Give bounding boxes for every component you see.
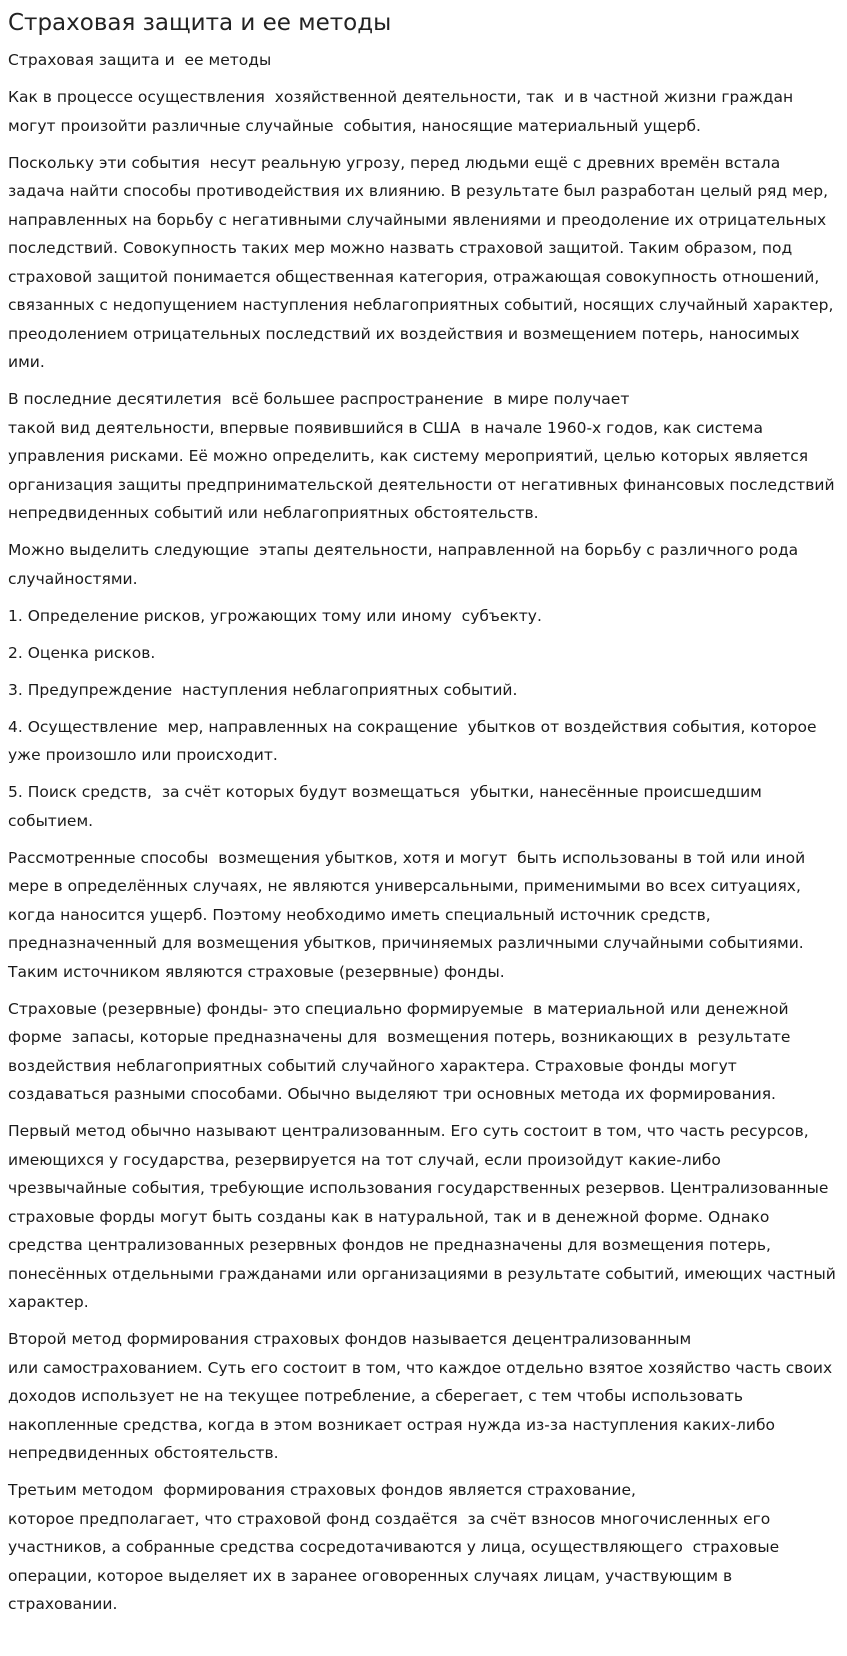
paragraph: Второй метод формирования страховых фондов называется децентрализованным или самострахованием. Суть его состоит в том, что каждое отдельно взятое хозяйство часть своих доходов использует не на текущее потребление, а сберегает, с тем чтобы использовать накопленные средства, когда в этом возникает острая нужда из-за наступления каких-либо непредвиденных обстоятельств. [8,1330,833,1462]
subtitle-paragraph: Страховая защита и ее методы [8,51,272,69]
paragraph: Как в процессе осуществления хозяйственной деятельности, так и в частной жизни граждан могут произойти различные случайные события, наносящие материальный ущерб. [8,88,799,135]
list-item: 5. Поиск средств, за счёт которых будут возмещаться убытки, нанесённые происшедшим событием. [8,783,767,830]
paragraph: Третьим методом формирования страховых фондов является страхование, которое предполагает, что страховой фонд создаётся за счёт взносов многочисленных его участников, а собранные средства сосредотачиваются у лица, осуществляющего страховые операции, которое выделяет их в заранее оговоренных случаях лицам, участвующим в страховании. [8,1481,780,1613]
paragraph: Рассмотренные способы возмещения убытков, хотя и могут быть использованы в той или иной мере в определённых случаях, не являются универсальными, применимыми во всех ситуациях, когда наносится ущерб. Поэтому необходимо иметь специальный источник средств, предназначенный для возмещения убытков, причиняемых различными случайными событиями. Таким источником являются страховые (резервные) фонды. [8,848,811,981]
list-item: 3. Предупреждение наступления неблагоприятных событий. [8,680,518,699]
paragraph: Первый метод обычно называют централизованным. Его суть состоит в том, что часть ресурсов, имеющихся у государства, резервируется на тот случай, если произойдут какие-либо чрезвычайные события, требующие использования государственных резервов. Централизованные страховые форды могут быть созданы как в натуральной, так и в денежной форме. Однако средства централизованных резервных фондов не предназначены для возмещения потерь, понесённых отдельными гражданами или организациями в результате событий, имеющих частный характер. [8,1122,841,1311]
paragraph: Страховые (резервные) фонды- это специально формируемые в материальной или денежной форме запасы, которые предназначены для возмещения потерь, возникающих в результате воздействия неблагоприятных событий случайного характера. Страховые фонды могут создаваться разными способами. Обычно выделяют три основных метода их формирования. [8,999,796,1103]
paragraph: Поскольку эти события несут реальную угрозу, перед людьми ещё с древних времён встала задача найти способы противодействия их влиянию. В результате был разработан целый ряд мер, направленных на борьбу с негативными случайными явлениями и преодоление их отрицательных последствий. Совокупность таких мер можно назвать страховой защитой. Таким образом, под страховой защитой понимается общественная категория, отражающая совокупность отношений, связанных с недопущением наступления неблагоприятных событий, носящих случайный характер, преодолением отрицательных последствий их воздействия и возмещением потерь, наносимых ими. [8,153,839,371]
list-item: 1. Определение рисков, угрожающих тому или иному субъекту. [8,606,542,625]
list-item: 4. Осуществление мер, направленных на сокращение убытков от воздействия события, которое уже произошло или происходит. [8,717,822,764]
paragraph: В последние десятилетия всё большее распространение в мире получает такой вид деятельности, впервые появившийся в США в начале 1960-х годов, как система управления рисками. Её можно определить, как систему мероприятий, целью которых является организация защиты предпринимательской деятельности от негативных финансовых последствий непредвиденных событий или неблагоприятных обстоятельств. [8,390,835,522]
page-title: Страховая защита и ее методы [8,10,392,36]
paragraph: Можно выделить следующие этапы деятельности, направленной на борьбу с различного рода случайностями. [8,541,804,588]
article-body [8,46,839,1619]
list-item: 2. Оценка рисков. [8,643,156,662]
